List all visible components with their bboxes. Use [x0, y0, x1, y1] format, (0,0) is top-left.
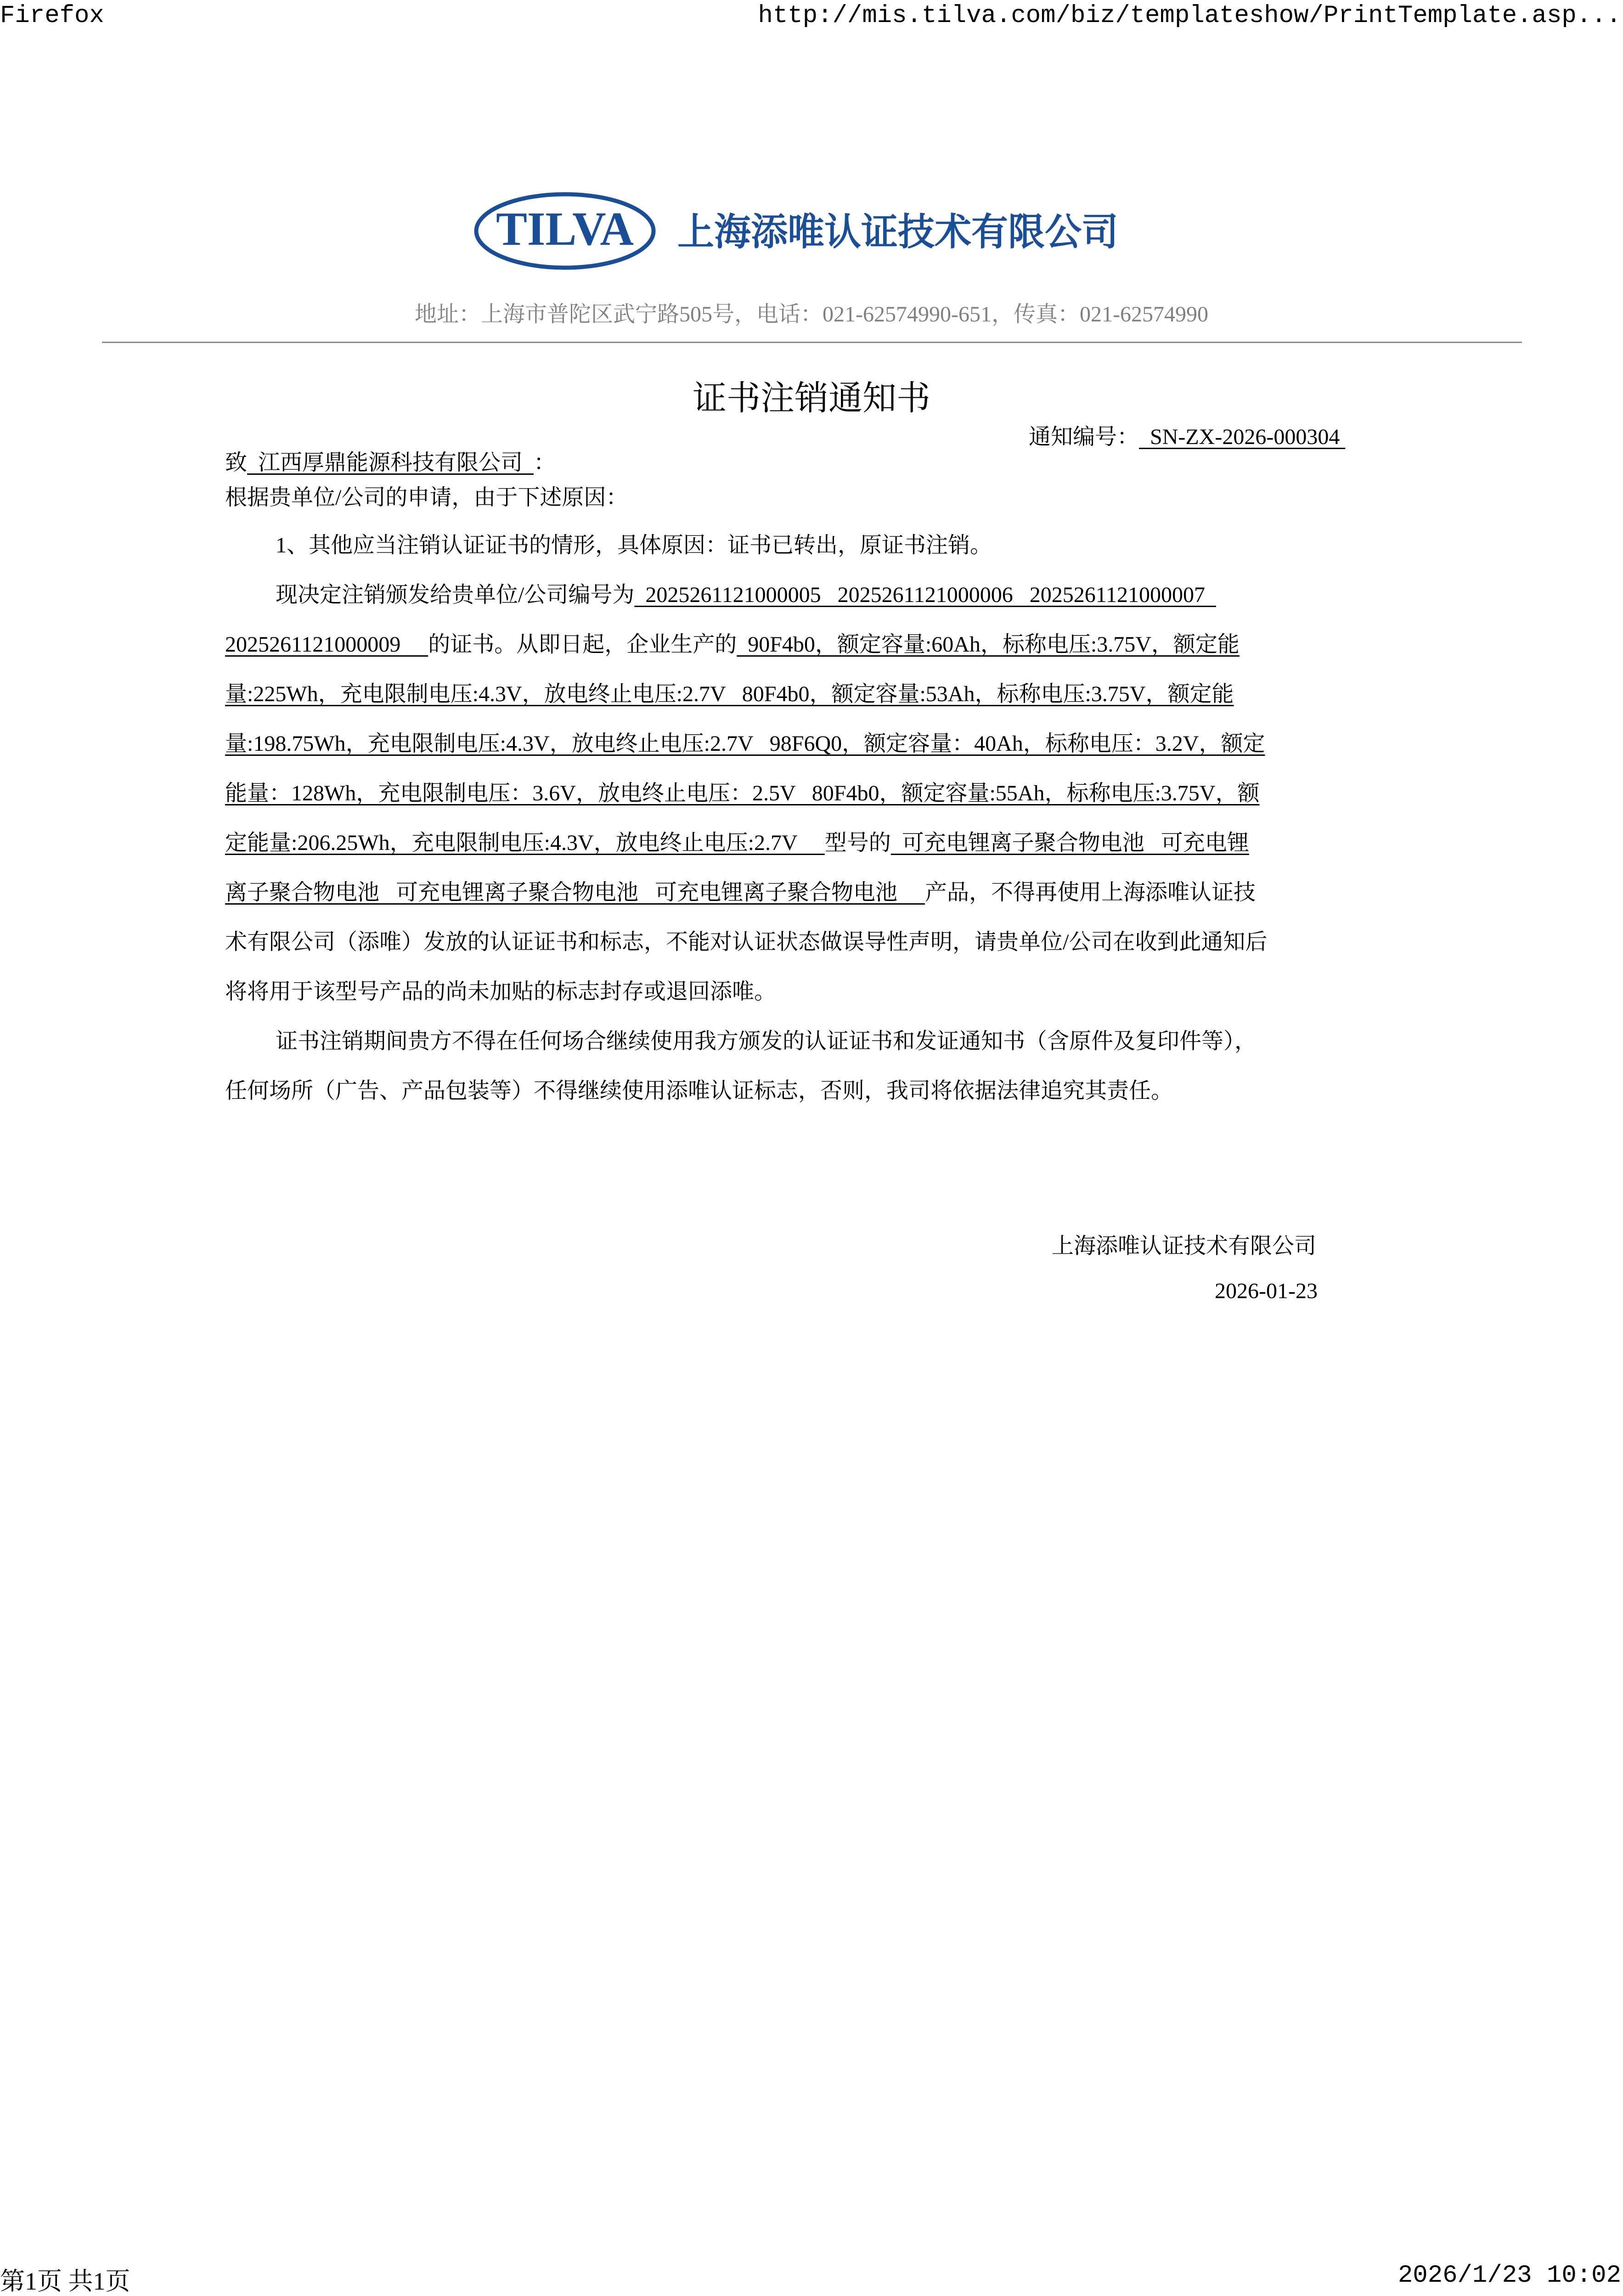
document-body: [225, 445, 1401, 1116]
print-footer-datetime: 2026/1/23 10:02: [1398, 2262, 1621, 2290]
line-text: 产品，不得再使用上海添唯认证技: [925, 880, 1256, 905]
underlined-field: 2025261121000005 2025261121000006 2025261121000007: [634, 583, 1216, 607]
document-title: 证书注销通知书: [693, 380, 930, 417]
company-logo: [473, 191, 1125, 271]
decision-line: [225, 868, 1401, 917]
notice-number-value: SN-ZX-2026-000304: [1139, 425, 1346, 449]
print-header-app: Firefox: [0, 2, 104, 30]
underlined-field: 量:198.75Wh，充电限制电压:4.3V，放电终止电压:2.7V 98F6Q0，额定容量：40Ah，标称电压：3.2V，额定: [225, 732, 1265, 756]
decision-paragraph: [225, 570, 1401, 1017]
print-footer: [0, 2262, 1623, 2295]
reason-line: 1、其他应当注销认证证书的情形，具体原因：证书已转出，原证书注销。: [276, 533, 992, 557]
recipient-suffix: ：: [534, 450, 556, 475]
decision-line: [225, 917, 1401, 967]
signature-company: 上海添唯认证技术有限公司: [1052, 1234, 1317, 1258]
logo-company-name: 上海添唯认证技术有限公司: [677, 210, 1118, 254]
line-text: 现决定注销颁发给贵单位/公司编号为: [276, 583, 635, 607]
recipient-line: [225, 445, 1401, 480]
recipient-company: 江西厚鼎能源科技有限公司: [247, 450, 534, 475]
recipient-prefix: 致: [225, 450, 248, 475]
underlined-field: 量:225Wh，充电限制电压:4.3V，放电终止电压:2.7V 80F4b0，额定容量:53Ah，标称电压:3.75V，额定能: [225, 682, 1234, 706]
signature-date: 2026-01-23: [1215, 1279, 1318, 1303]
print-header: [0, 2, 1623, 29]
underlined-field: 离子聚合物电池 可充电锂离子聚合物电池 可充电锂离子聚合物电池: [225, 880, 925, 905]
line-text: 的证书。从即日起，企业生产的: [428, 632, 737, 657]
decision-line: [225, 818, 1401, 868]
line-text: 术有限公司（添唯）发放的认证证书和标志，不能对认证状态做误导性声明，请贵单位/公司在收到此通知后: [225, 930, 1268, 954]
decision-line: [225, 670, 1401, 719]
line-text: 型号的: [824, 831, 891, 855]
tilva-logo-icon: [473, 191, 1125, 271]
print-header-url: http://mis.tilva.com/biz/templateshow/PrintTemplate.asp...: [758, 2, 1621, 30]
closing-line-1: 证书注销期间贵方不得在任何场合继续使用我方颁发的认证证书和发证通知书（含原件及复印件等），: [276, 1029, 1257, 1053]
closing-line-2: 任何场所（广告、产品包装等）不得继续使用添唯认证标志，否则，我司将依据法律追究其责任。: [225, 1079, 1173, 1103]
underlined-field: 可充电锂离子聚合物电池 可充电锂: [890, 831, 1249, 855]
decision-line: [225, 719, 1401, 769]
decision-line: [225, 967, 1401, 1017]
print-footer-page: 第1页 共1页: [0, 2268, 130, 2295]
underlined-field: 2025261121000009: [225, 632, 428, 657]
logo-wordmark: TILVA: [496, 203, 634, 255]
decision-line: [225, 570, 1401, 620]
underlined-field: 能量：128Wh，充电限制电压：3.6V，放电终止电压：2.5V 80F4b0，额定容量:55Ah，标称电压:3.75V，额: [225, 781, 1260, 805]
underlined-field: 定能量:206.25Wh，充电限制电压:4.3V，放电终止电压:2.7V: [225, 831, 825, 855]
letterhead-address: 地址：上海市普陀区武宁路505号，电话：021-62574990-651，传真：021-62574990: [415, 302, 1208, 326]
decision-line: [225, 620, 1401, 670]
line-text: 将将用于该型号产品的尚未加贴的标志封存或退回添唯。: [225, 979, 777, 1004]
decision-line: [225, 769, 1401, 818]
underlined-field: 90F4b0，额定容量:60Ah，标称电压:3.75V，额定能: [737, 632, 1240, 657]
header-divider: [102, 342, 1522, 343]
intro-line: 根据贵单位/公司的申请，由于下述原因：: [225, 485, 628, 510]
notice-number-label: 通知编号：: [1029, 425, 1139, 449]
